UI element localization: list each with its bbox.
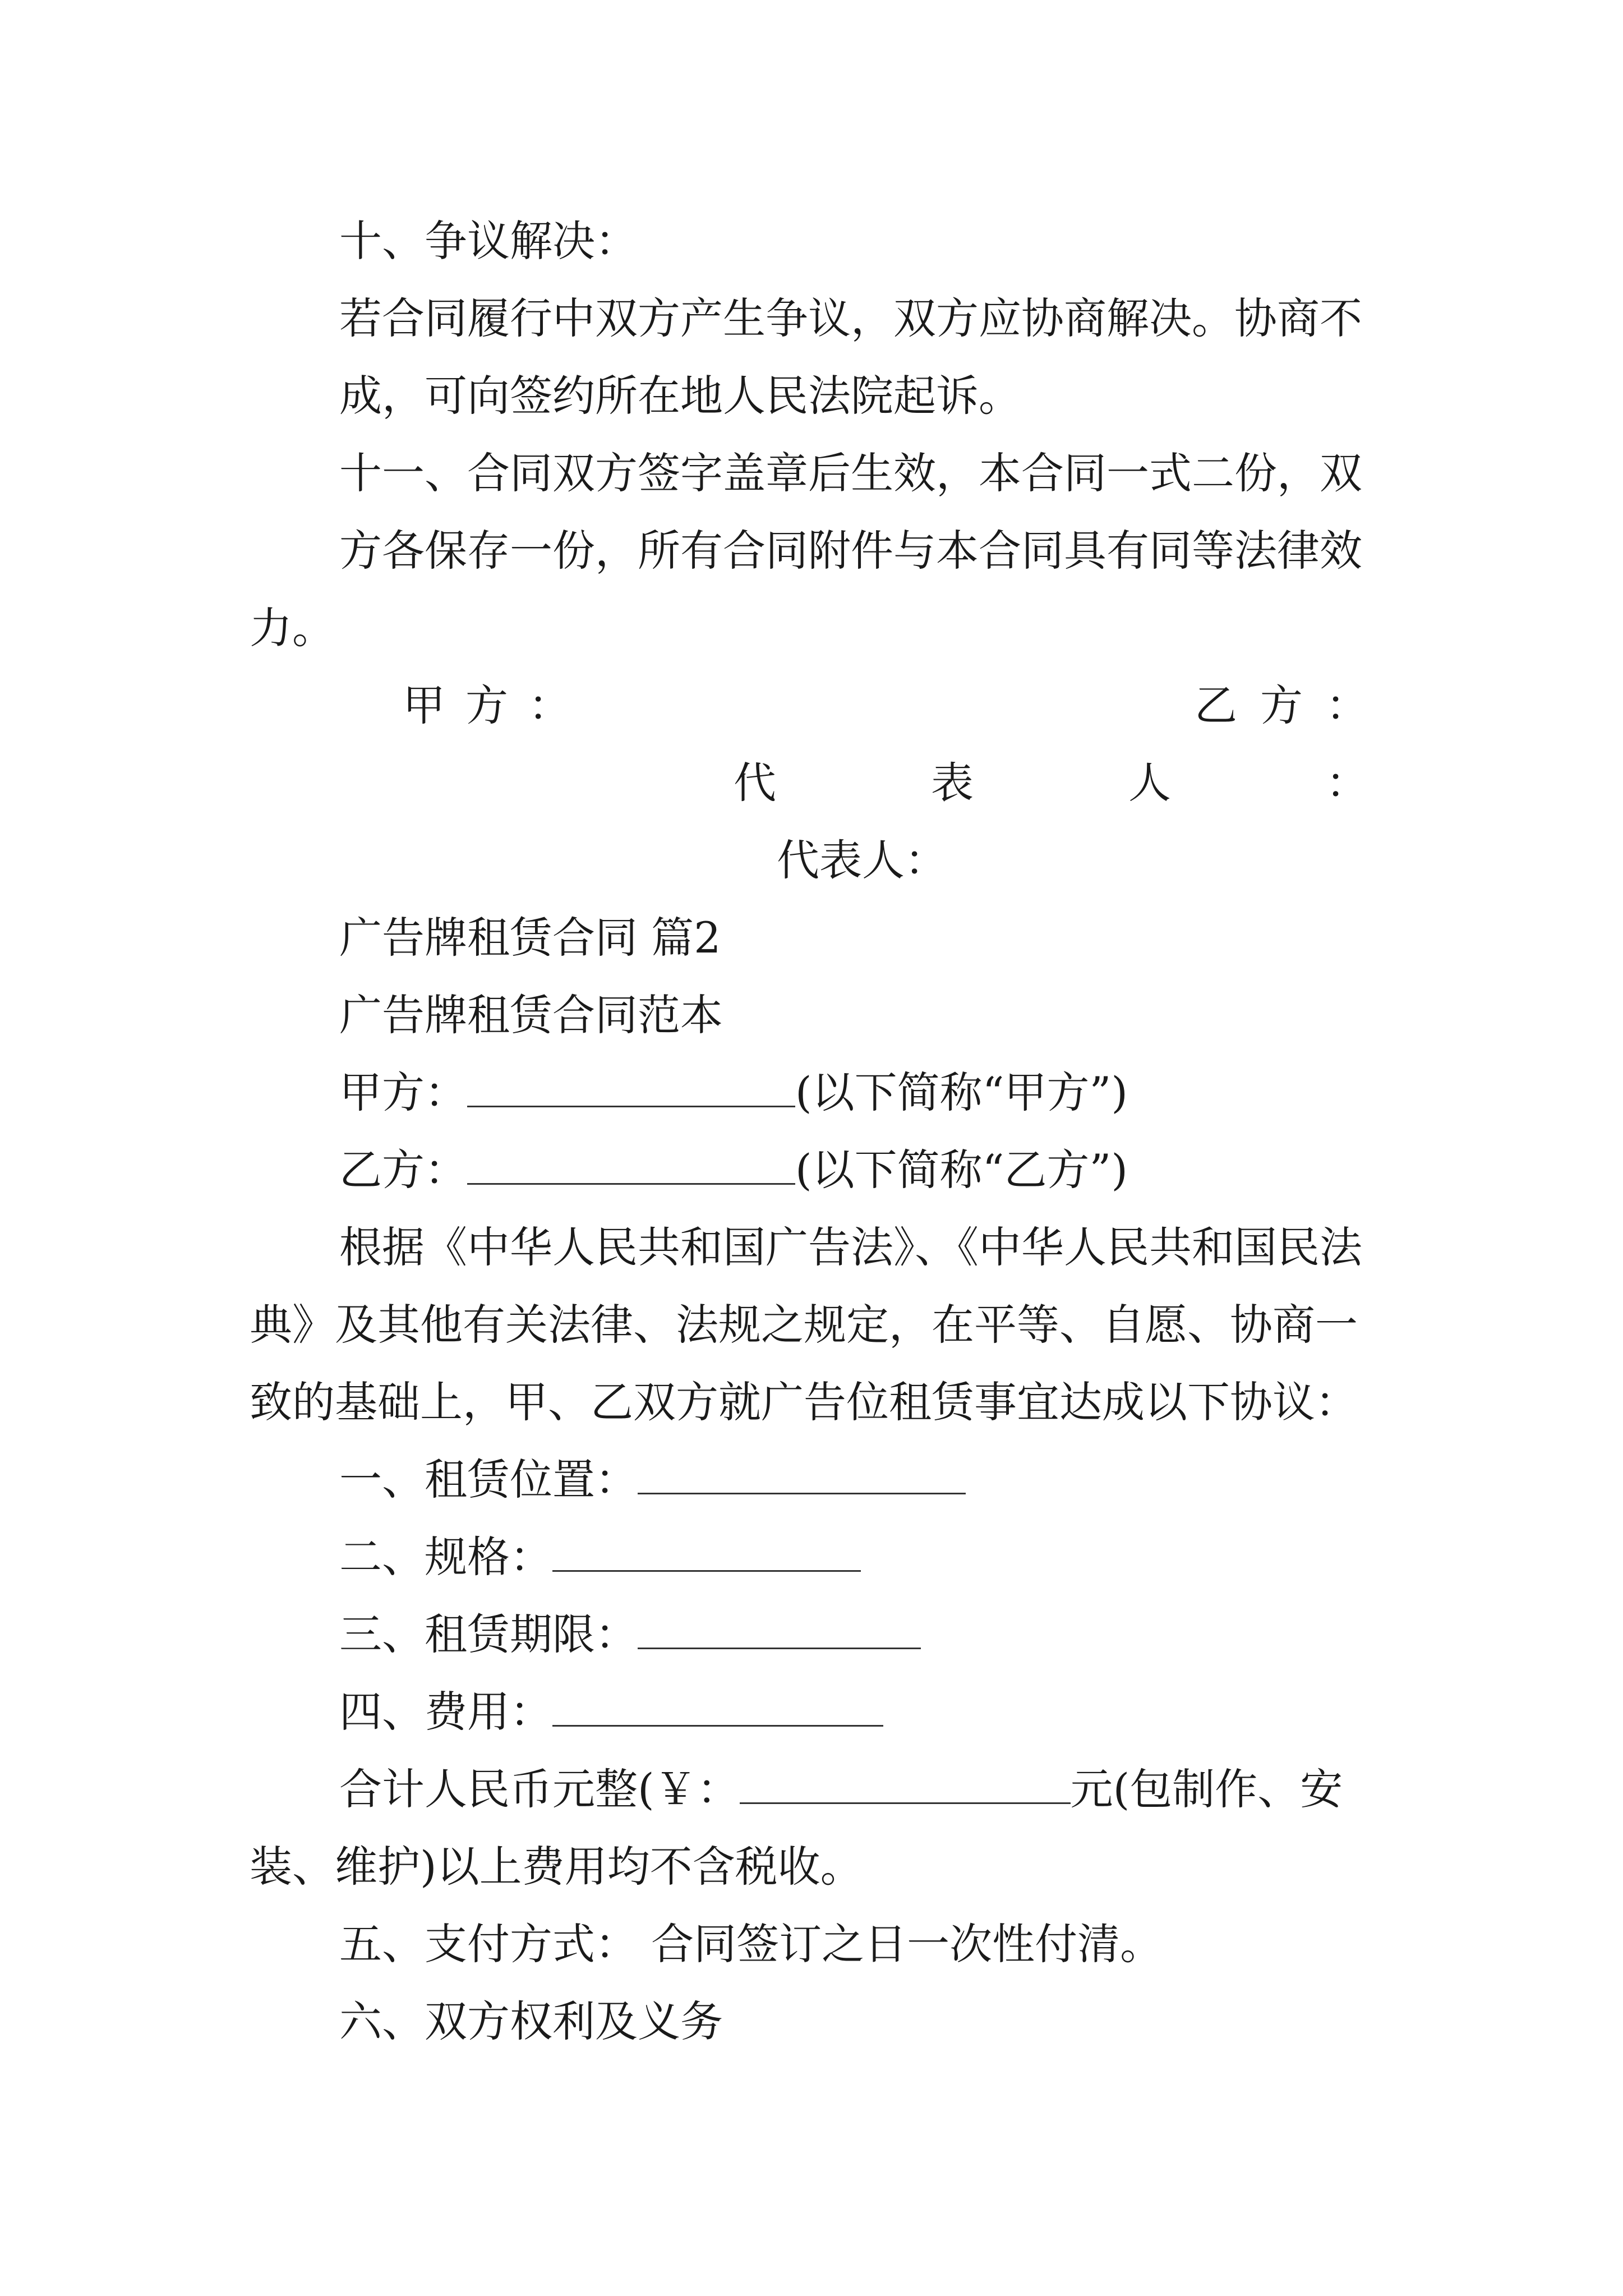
preamble-line-1: 根据《中华人民共和国广告法》、《中华人民共和国民法 <box>339 1222 1362 1272</box>
item-3-line <box>339 1607 921 1663</box>
signature-rep-char: 人 <box>1128 758 1171 808</box>
total-line-1 <box>339 1761 1343 1818</box>
signature-representative: 代表人： <box>777 835 947 885</box>
item-4-blank[interactable] <box>552 1686 883 1727</box>
clause-10-text-line-1: 若合同履行中双方产生争议，双方应协商解决。协商不 <box>339 293 1362 343</box>
item-3-label: 三、租赁期限： <box>339 1609 638 1659</box>
clause-11-text-line-3: 力。 <box>250 603 335 653</box>
item-1-blank[interactable] <box>638 1453 966 1494</box>
item-1-label: 一、租赁位置： <box>339 1455 638 1504</box>
clause-10-heading: 十、争议解决： <box>339 216 638 266</box>
total-prefix: 合计人民币元整(￥： <box>339 1764 740 1814</box>
party-b-blank[interactable] <box>467 1144 795 1185</box>
signature-party-b-char: ： <box>1326 680 1368 730</box>
item-4-label: 四、费用： <box>339 1687 552 1737</box>
party-a-label: 甲方： <box>339 1068 467 1117</box>
signature-party-a <box>403 678 571 734</box>
party-a-line <box>339 1065 1128 1121</box>
item-2-label: 二、规格： <box>339 1532 552 1582</box>
signature-party-b-char: 乙 <box>1195 680 1237 730</box>
total-line-2: 装、维护)以上费用均不含税收。 <box>250 1842 863 1892</box>
document-title: 广告牌租赁合同范本 <box>339 990 723 1040</box>
section-title: 广告牌租赁合同 篇2 <box>339 913 721 963</box>
item-2-blank[interactable] <box>552 1531 861 1572</box>
signature-representative-spread <box>734 755 1368 811</box>
clause-11-text-line-2: 方各保存一份，所有合同附件与本合同具有同等法律效 <box>339 526 1362 576</box>
signature-party-a-char: 方 <box>465 680 508 730</box>
item-3-blank[interactable] <box>638 1608 921 1649</box>
clause-11-text-line-1: 十一、合同双方签字盖章后生效，本合同一式二份，双 <box>339 448 1362 498</box>
party-a-blank[interactable] <box>467 1066 795 1107</box>
signature-rep-char: 代 <box>734 758 776 808</box>
signature-party-a-char: ： <box>528 680 571 730</box>
item-2-line <box>339 1529 861 1585</box>
item-4-line <box>339 1684 883 1740</box>
party-b-label: 乙方： <box>339 1145 467 1195</box>
party-b-suffix: (以下简称“乙方”) <box>795 1145 1128 1195</box>
preamble-line-2: 典》及其他有关法律、法规之规定，在平等、自愿、协商一 <box>250 1300 1358 1350</box>
preamble-line-3: 致的基础上，甲、乙双方就广告位租赁事宜达成以下协议： <box>250 1377 1358 1427</box>
clause-10-text-line-2: 成，可向签约所在地人民法院起诉。 <box>339 371 1021 421</box>
signature-party-a-char: 甲 <box>403 680 445 730</box>
signature-rep-char: 表 <box>931 758 974 808</box>
signature-rep-char: ： <box>1326 758 1368 808</box>
item-6: 六、双方权利及义务 <box>339 1996 723 2046</box>
signature-party-b <box>1195 678 1368 734</box>
party-a-suffix: (以下简称“甲方”) <box>795 1068 1128 1117</box>
item-1-line <box>339 1452 966 1508</box>
total-suffix: 元(包制作、安 <box>1070 1764 1343 1814</box>
party-b-line <box>339 1142 1128 1198</box>
item-5: 五、支付方式： 合同签订之日一次性付清。 <box>339 1919 1163 1969</box>
total-amount-blank[interactable] <box>740 1763 1071 1804</box>
signature-party-b-char: 方 <box>1260 680 1303 730</box>
